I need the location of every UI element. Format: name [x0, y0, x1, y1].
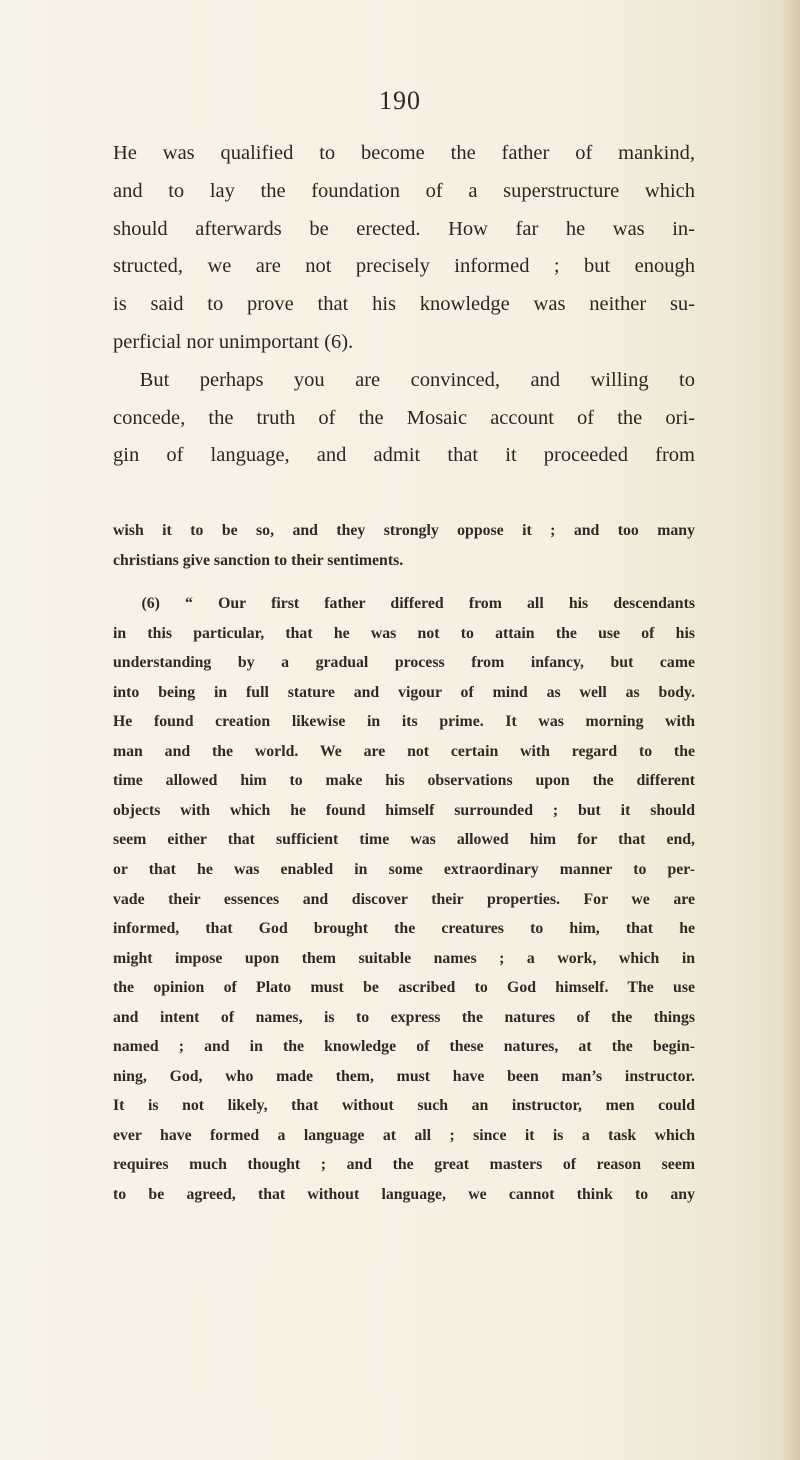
main-text-line: perficial nor unimportant (6). — [113, 330, 354, 353]
footnote-6-line: objects with which he found himself surrounded ; but it should — [113, 801, 695, 819]
footnote-6-line: understanding by a gradual process from infancy, but came — [113, 654, 695, 672]
footnote-6-line: informed, that God brought the creatures to him, that he — [113, 920, 695, 938]
footnote-6-line: ning, God, who made them, must have been man’s instructor. — [113, 1067, 695, 1085]
footnote-6-line: the opinion of Plato must be ascribed to God himself. The use — [113, 979, 695, 997]
footnote-6-line: He found creation likewise in its prime. It was morning with — [113, 713, 695, 731]
footnote-6-line: man and the world. We are not certain with regard to the — [113, 742, 695, 760]
main-text-line: is said to prove that his knowledge was neither su- — [113, 293, 695, 316]
page-number: 190 — [379, 86, 421, 115]
footnote-continued-line: wish it to be so, and they strongly oppose it ; and too many — [113, 522, 695, 539]
footnote-6-line: time allowed him to make his observations upon the different — [113, 772, 695, 790]
footnote-6-line: might impose upon them suitable names ; a work, which in — [113, 949, 695, 967]
footnotes — [113, 516, 695, 1210]
footnote-gap — [113, 575, 695, 589]
footnote-6-line: seem either that sufficient time was allowed him for that end, — [113, 831, 695, 849]
footnote-6-line: to be agreed, that without language, we cannot think to any — [113, 1186, 695, 1204]
footnote-6-line: or that he was enabled in some extraordinary manner to per- — [113, 861, 695, 879]
main-text-line: gin of language, and admit that it proceeded from — [113, 444, 695, 467]
footnote-6-line: in this particular, that he was not to attain the use of his — [113, 624, 695, 642]
footnote-6-line: ever have formed a language at all ; since it is a task which — [113, 1126, 695, 1144]
main-text-line: and to lay the foundation of a superstructure which — [113, 179, 695, 202]
main-text-line: He was qualified to become the father of mankind, — [113, 142, 695, 164]
footnote-6-line: It is not likely, that without such an instructor, men could — [113, 1097, 695, 1115]
main-body-text — [113, 135, 695, 475]
footnote-6-line: and intent of names, is to express the natures of the things — [113, 1008, 695, 1026]
main-text-line: should afterwards be erected. How far he was in- — [113, 217, 695, 240]
footnote-6-line: (6) “ Our first father differed from all his descendants — [141, 595, 695, 613]
page-edge-shadow — [782, 0, 800, 1460]
main-text-line: But perhaps you are convinced, and willing to — [139, 368, 695, 391]
footnote-6-line: vade their essences and discover their properties. For we are — [113, 890, 695, 908]
footnote-6-line: named ; and in the knowledge of these natures, at the begin- — [113, 1038, 695, 1056]
main-text-line: concede, the truth of the Mosaic account of the ori- — [113, 406, 695, 429]
main-text-line: structed, we are not precisely informed ; but enough — [113, 255, 695, 278]
footnote-6-line: requires much thought ; and the great masters of reason seem — [113, 1156, 695, 1174]
footnote-6-line: into being in full stature and vigour of mind as well as body. — [113, 683, 695, 701]
footnote-continued-line: christians give sanction to their sentiments. — [113, 551, 404, 569]
